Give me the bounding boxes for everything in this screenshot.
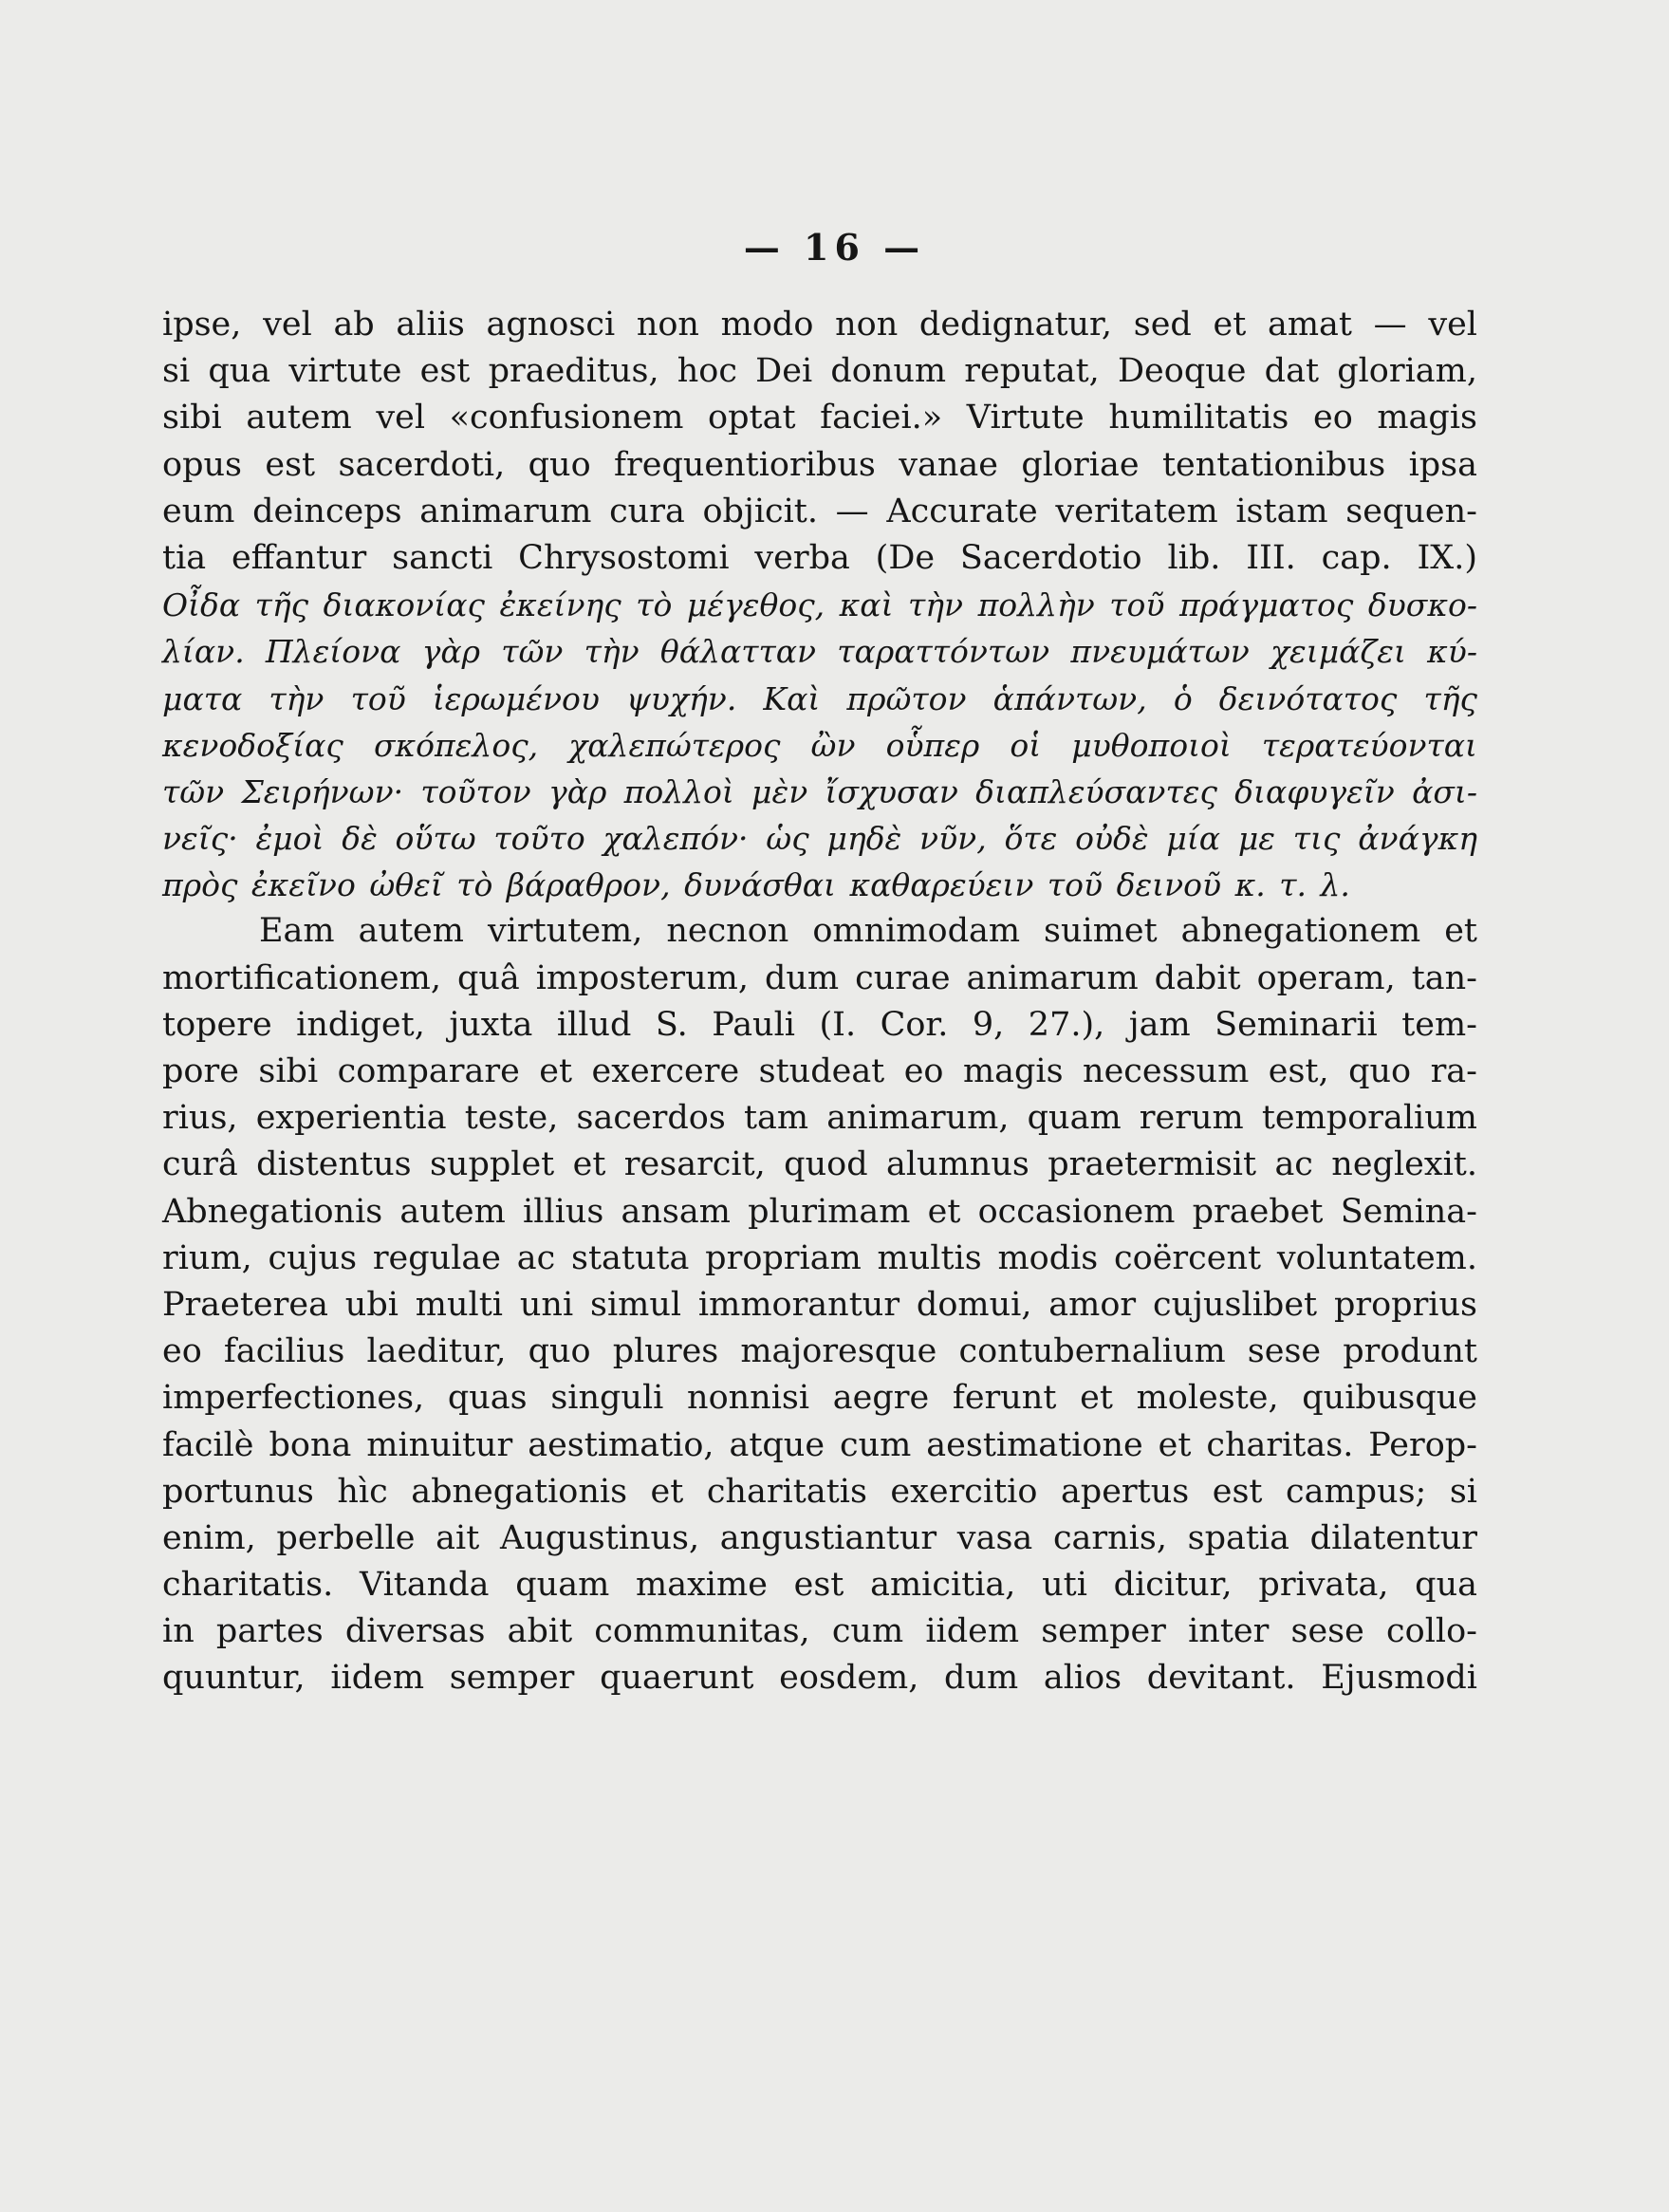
text-line: imperfectiones, quas singuli nonnisi aegre ferunt et moleste, quibusque bbox=[162, 1379, 1477, 1418]
text-line: rium, cujus regulae ac statuta propriam multis modis coërcent voluntatem. bbox=[162, 1238, 1477, 1277]
text-line: Praeterea ubi multi uni simul immorantur domui, amor cujuslibet proprius bbox=[162, 1285, 1477, 1324]
text-line: ipse, vel ab aliis agnosci non modo non dedignatur, sed et amat — vel bbox=[162, 306, 1477, 344]
text-line: enim, perbelle ait Augustinus, angustiantur vasa carnis, spatia dilatentur bbox=[162, 1518, 1477, 1557]
greek-quote-line: πρὸς ἐκεῖνο ὠθεῖ τὸ βάραθρον, δυνάσθαι καθαρεύειν τοῦ δεινοῦ κ. τ. λ. bbox=[162, 866, 1350, 904]
text-line: eum deinceps animarum cura objicit. — Accurate veritatem istam sequen- bbox=[162, 492, 1477, 530]
text-line: pore sibi comparare et exercere studeat eo magis necessum est, quo ra- bbox=[162, 1052, 1477, 1090]
text-line: sibi autem vel «confusionem optat faciei.» Virtute humilitatis eo magis bbox=[162, 399, 1477, 437]
body-text bbox=[162, 302, 1477, 1702]
text-line: si qua virtute est praeditus, hoc Dei donum reputat, Deoque dat gloriam, bbox=[162, 352, 1477, 391]
text-line: facilè bona minuitur aestimatio, atque cum aestimatione et charitas. Perop- bbox=[162, 1425, 1477, 1464]
greek-quote-line: λίαν. Πλείονα γὰρ τῶν τὴν θάλατταν ταραττόντων πνευμάτων χειμάζει κύ- bbox=[162, 633, 1477, 671]
text-line: quuntur, iidem semper quaerunt eosdem, dum alios devitant. Ejusmodi bbox=[162, 1659, 1477, 1698]
text-line: curâ distentus supplet et resarcit, quod alumnus praetermisit ac neglexit. bbox=[162, 1145, 1477, 1184]
greek-quote-line: νεῖς· ἐμοὶ δὲ οὕτω τοῦτο χαλεπόν· ὡς μηδὲ νῦν, ὅτε οὐδὲ μία με τις ἀνάγκη bbox=[162, 820, 1477, 858]
text-line: portunus hìc abnegationis et charitatis exercitio apertus est campus; si bbox=[162, 1472, 1477, 1511]
greek-quote-line: τῶν Σειρήνων· τοῦτον γὰρ πολλοὶ μὲν ἴσχυσαν διαπλεύσαντες διαφυγεῖν ἀσι- bbox=[162, 772, 1477, 810]
greek-quote-line: κενοδοξίας σκόπελος, χαλεπώτερος ὢν οὗπερ οἱ μυθοποιοὶ τερατεύονται bbox=[162, 726, 1477, 764]
paragraph-first-line: Eam autem virtutem, necnon omnimodam suimet abnegationem et bbox=[259, 912, 1477, 951]
page-number: — 16 — bbox=[743, 226, 926, 269]
greek-quote-line: Οἶδα τῆς διακονίας ἐκείνης τὸ μέγεθος, καὶ τὴν πολλὴν τοῦ πράγματος δυσκο- bbox=[162, 586, 1477, 624]
text-line: charitatis. Vitanda quam maxime est amicitia, uti dicitur, privata, qua bbox=[162, 1566, 1477, 1605]
text-line: eo facilius laeditur, quo plures majoresque contubernalium sese produnt bbox=[162, 1332, 1477, 1371]
text-line: rius, experientia teste, sacerdos tam animarum, quam rerum temporalium bbox=[162, 1099, 1477, 1138]
greek-quote-line: ματα τὴν τοῦ ἱερωμένου ψυχήν. Καὶ πρῶτον ἁπάντων, ὁ δεινότατος τῆς bbox=[162, 679, 1477, 717]
text-line: Abnegationis autem illius ansam plurimam et occasionem praebet Semina- bbox=[162, 1192, 1477, 1231]
text-line: topere indiget, juxta illud S. Pauli (I. Cor. 9, 27.), jam Seminarii tem- bbox=[162, 1005, 1477, 1044]
text-line: tia effantur sancti Chrysostomi verba (De Sacerdotio lib. III. cap. IX.) bbox=[162, 538, 1477, 577]
text-line: opus est sacerdoti, quo frequentioribus vanae gloriae tentationibus ipsa bbox=[162, 445, 1477, 484]
text-line: in partes diversas abit communitas, cum iidem semper inter sese collo- bbox=[162, 1612, 1477, 1651]
text-line: mortificationem, quâ imposterum, dum curae animarum dabit operam, tan- bbox=[162, 958, 1477, 997]
